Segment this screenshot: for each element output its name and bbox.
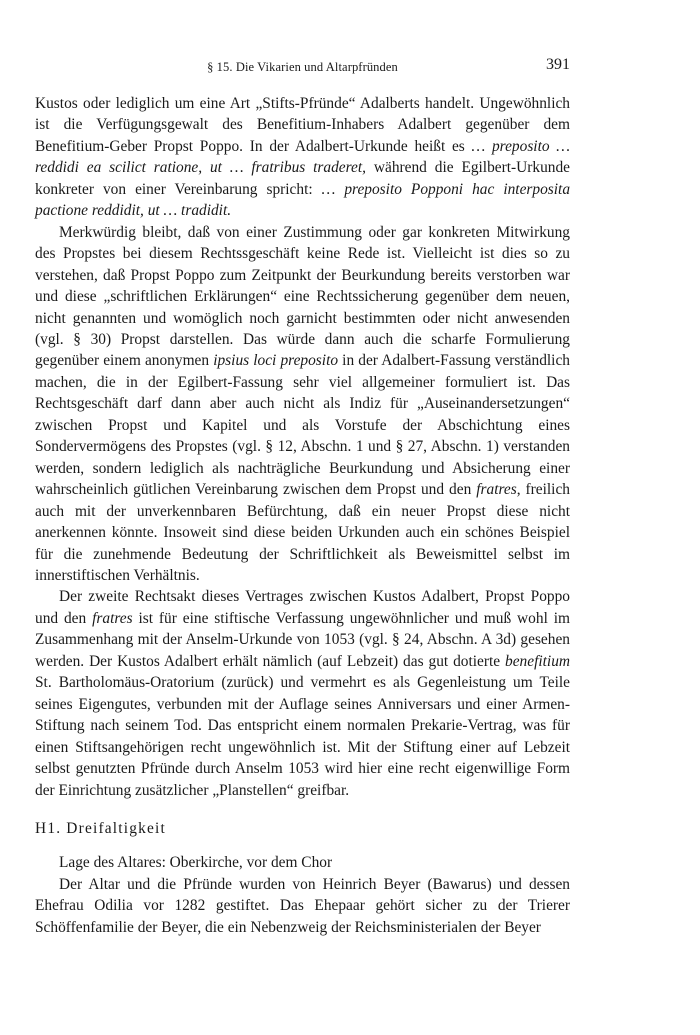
- body-text: [35, 93, 570, 938]
- running-head-title: § 15. Die Vikarien und Altarpfründen: [207, 60, 398, 74]
- text-segment: ist für eine stiftische Verfassung ungewöhnlicher und muß wohl im Zusammenhang mit der Anselm-Urkunde von 1053 (vgl. § 24, Abschn. A 3d) gesehen werden. Der Kustos Adalbert erhält nämlich (auf Lebzeit) das gut dotierte: [35, 609, 570, 670]
- section-heading: H1. Dreifaltigkeit: [35, 819, 167, 837]
- page-number: 391: [546, 56, 570, 73]
- latin-quote: … preposito Popponi hac interposita pactione reddidit, ut … tradidit.: [35, 180, 571, 220]
- altar-location: Lage des Altares: Oberkirche, vor dem Chor: [59, 854, 333, 872]
- text-segment: in der Adalbert-Fassung verständlich machen, die in der Egilbert-Fassung sehr viel allgemeiner formuliert ist. Das Rechtsgeschäft darf dann aber auch nicht als Indiz für „Auseinandersetzungen“ zwischen Propst und Kapitel und als Vorstufe der Abschichtung eines Sondervermögens des Propstes (vgl. § 12, Abschn. 1 und § 27, Abschn. 1) verstanden werden, sondern lediglich als nachträgliche Beurkundung und Absicherung einer wahrscheinlich gütlichen Vereinbarung zwischen dem Propst und den: [35, 352, 570, 499]
- latin-term: benefitium: [505, 652, 570, 670]
- paragraph: Der Altar und die Pfründe wurden von Heinrich Beyer (Bawarus) und dessen Ehefrau Odilia vor 1282 gestiftet. Das Ehepaar gehört sicher zu der Trierer Schöffenfamilie der Beyer, die ein Nebenzweig der Reichsministerialen der Beyer: [35, 875, 570, 936]
- paragraph: [35, 586, 570, 801]
- text-segment: während die Egilbert-Urkunde konkreter von einer Vereinbarung spricht:: [35, 159, 570, 198]
- latin-term: fratres: [476, 481, 517, 499]
- latin-quote: … preposito … reddidi ea scilict ratione, ut … fratribus traderet,: [35, 137, 570, 177]
- text-segment: Kustos oder lediglich um eine Art „Stifts-Pfründe“ Adalberts handelt. Ungewöhnlich ist die Verfügungsgewalt des Benefitium-Inhabers Adalbert gegenüber dem Benefitium-Geber Propst Poppo. In der Adalbert-Urkunde heißt es: [35, 95, 570, 155]
- text-segment: Merkwürdig bleibt, daß von einer Zustimmung oder gar konkreten Mitwirkung des Propstes bei diesem Rechtssgeschäft keine Rede ist. Vielleicht ist dies so zu verstehen, daß Propst Poppo zum Zeitpunkt der Beurkundung bereits verstorben war und diese „schriftlichen Erklärungen“ eine Rechtssicherung gegenüber dem neuen, nicht genannten und womöglich noch garnicht bestimmten oder nicht anwesenden (vgl. § 30) Propst darstellen. Das würde dann auch die scharfe Formulierung gegenüber einem anonymen: [35, 223, 570, 370]
- latin-term: fratres: [92, 609, 133, 627]
- running-head: [35, 56, 570, 80]
- text-segment: Der zweite Rechtsakt dieses Vertrages zwischen Kustos Adalbert, Propst Poppo und den: [35, 588, 570, 627]
- paragraph-continuation: [35, 93, 570, 222]
- text-segment: St. Bartholomäus-Oratorium (zurück) und vermehrt es als Gegenleistung um Teile seines Eigengutes, verbunden mit der Auflage seines Anniversars und einer Armen-Stiftung nach seinem Tod. Das entspricht einem normalen Prekarie-Vertrag, was für einen Stiftsangehörigen recht ungewöhnlich ist. Mit der Stiftung einer auf Lebzeit selbst genutzten Pfründe durch Anselm 1053 wird hier eine recht eigenwillige Form der Einrichtung zusätzlicher „Planstellen“ greifbar.: [35, 674, 570, 799]
- paragraph: [35, 222, 570, 587]
- latin-term: ipsius loci preposito: [213, 352, 339, 370]
- text-segment: , freilich auch mit der unverkennbaren Befürchtung, daß ein neuer Propst diese nicht anerkennen könnte. Insoweit sind diese beiden Urkunden auch ein schönes Beispiel für die zunehmende Bedeutung der Schriftlichkeit als Beweismittel selbst im innerstiftischen Verhältnis.: [35, 481, 570, 584]
